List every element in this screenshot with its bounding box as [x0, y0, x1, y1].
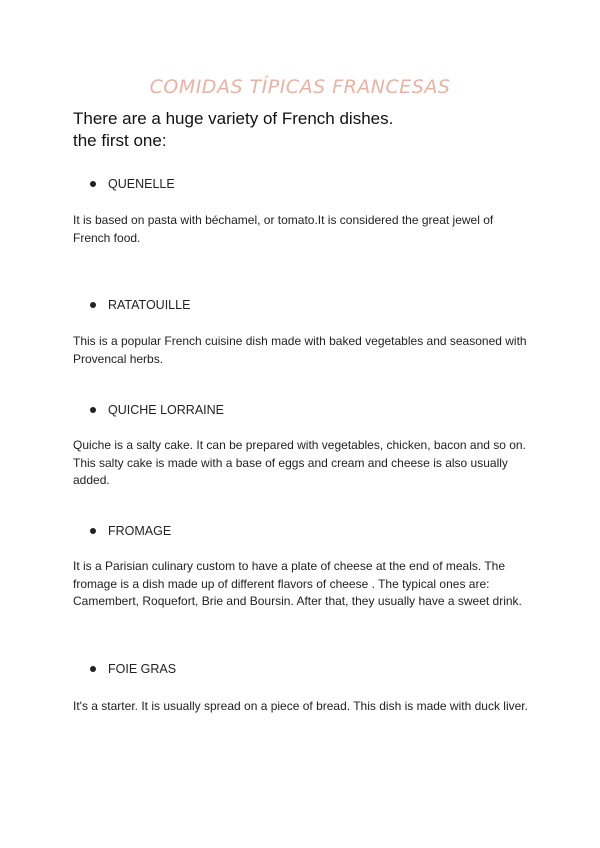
dish-description: Quiche is a salty cake. It can be prepared with vegetables, chicken, bacon and so on. This salty cake is made with a base of eggs and cream and cheese is also usually added. [73, 438, 526, 487]
dish-heading-foie-gras [90, 662, 176, 676]
dish-name: FROMAGE [108, 524, 172, 538]
bullet-icon [90, 666, 96, 672]
bullet-icon [90, 181, 96, 187]
dish-heading-ratatouille [90, 298, 190, 312]
intro-line-1: There are a huge variety of French dishes. [73, 109, 394, 128]
dish-description: It's a starter. It is usually spread on a piece of bread. This dish is made with duck liver. [73, 699, 528, 713]
page-title: COMIDAS TÍPICAS FRANCESAS [149, 76, 451, 98]
dish-heading-fromage [90, 524, 171, 538]
intro-text [73, 108, 393, 152]
intro-line-2: the first one: [73, 131, 167, 150]
dish-heading-quiche-lorraine [90, 403, 224, 417]
dish-heading-quenelle [90, 177, 175, 191]
dish-description: It is a Parisian culinary custom to have a plate of cheese at the end of meals. The fromage is a dish made up of different flavors of cheese . The typical ones are: Camembert, Roquefort, Brie and Boursin. After that, they usually have a sweet drink. [73, 559, 522, 608]
dish-name: FOIE GRAS [108, 662, 177, 676]
dish-name: RATATOUILLE [108, 298, 191, 312]
bullet-icon [90, 407, 96, 413]
dish-name: QUENELLE [108, 177, 175, 191]
bullet-icon [90, 528, 96, 534]
dish-description: This is a popular French cuisine dish made with baked vegetables and seasoned with Provencal herbs. [73, 334, 527, 366]
dish-name: QUICHE LORRAINE [108, 403, 224, 417]
bullet-icon [90, 302, 96, 308]
dish-description: It is based on pasta with béchamel, or tomato.It is considered the great jewel of French food. [73, 213, 494, 245]
